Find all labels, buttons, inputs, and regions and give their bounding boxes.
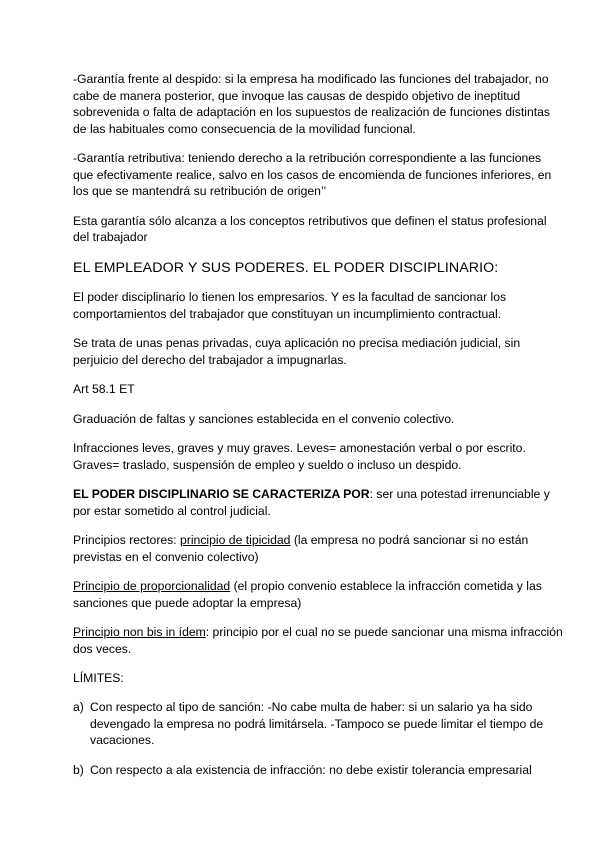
paragraph-non-bis-in-idem — [73, 624, 564, 657]
proporcionalidad-rest: (el propio convenio establece la infracción cometida y las sanciones que puede adoptar la empresa) — [73, 578, 542, 610]
principio-non-bis-in-idem: Principio non bis in ídem — [73, 624, 206, 639]
list-item-text: Con respecto al tipo de sanción: -No cabe multa de haber: si un salario ya ha sido devengado la empresa no podrá limitársela. -Tampoco se puede limitar el tiempo de vacaciones. — [90, 700, 544, 748]
principio-tipicidad: principio de tipicidad — [180, 532, 291, 547]
list-item-text: Con respecto a ala existencia de infracción: no debe existir tolerancia empresarial — [90, 762, 532, 777]
principio-proporcionalidad: Principio de proporcionalidad — [73, 578, 231, 593]
principios-prefix: Principios rectores: — [73, 532, 181, 547]
list-item — [73, 762, 564, 779]
paragraph-poder-disciplinario: El poder disciplinario lo tienen los empresarios. Y es la facultad de sancionar los comportamientos del trabajador que constituyan un incumplimiento contractual. — [73, 290, 507, 321]
paragraph-limites: LÍMITES: — [73, 670, 124, 685]
list-marker: b) — [73, 762, 84, 777]
caracteriza-bold: EL PODER DISCIPLINARIO SE CARACTERIZA POR — [73, 486, 370, 501]
paragraph-principios-rectores — [73, 532, 564, 565]
paragraph-graduacion: Graduación de faltas y sanciones establecida en el convenio colectivo. — [73, 411, 455, 426]
paragraph-caracteriza — [73, 486, 564, 519]
caracteriza-rest: : ser una potestad irrenunciable y por estar sometido al control judicial. — [73, 486, 550, 518]
paragraph-garantia-despido: -Garantía frente al despido: si la empresa ha modificado las funciones del trabajador, no cabe de manera posterior, que invoque las causas de despido objetivo de ineptitud sobrevenida o falta de adaptación en los supuestos de realización de funciones distintas de las habituales como consecuencia de la movilidad funcional. — [73, 72, 550, 136]
section-heading: EL EMPLEADOR Y SUS PODERES. EL PODER DISCIPLINARIO: — [73, 259, 499, 276]
non-bis-rest: : principio por el cual no se puede sancionar una misma infracción dos veces. — [73, 624, 563, 656]
list-item — [73, 699, 564, 749]
list-marker: a) — [73, 700, 84, 715]
paragraph-penas-privadas: Se trata de unas penas privadas, cuya aplicación no precisa mediación judicial, sin perjuicio del derecho del trabajador a impugnarlas. — [73, 336, 521, 367]
paragraph-art-reference: Art 58.1 ET — [73, 382, 135, 397]
paragraph-proporcionalidad — [73, 578, 564, 611]
paragraph-infracciones: Infracciones leves, graves y muy graves. Leves= amonestación verbal o por escrito. Graves= traslado, suspensión de empleo y sueldo o incluso un despido. — [73, 440, 526, 472]
paragraph-garantia-alcance: Esta garantía sólo alcanza a los conceptos retributivos que definen el status profesional del trabajador — [73, 213, 547, 245]
paragraph-garantia-retributiva: -Garantía retributiva: teniendo derecho a la retribución correspondiente a las funciones que efectivamente realice, salvo en los casos de encomienda de funciones inferiores, en los que se mantendrá su retribución de origen’’ — [73, 151, 552, 199]
principios-rest: (la empresa no podrá sancionar si no están previstas en el convenio colectivo) — [73, 532, 529, 564]
